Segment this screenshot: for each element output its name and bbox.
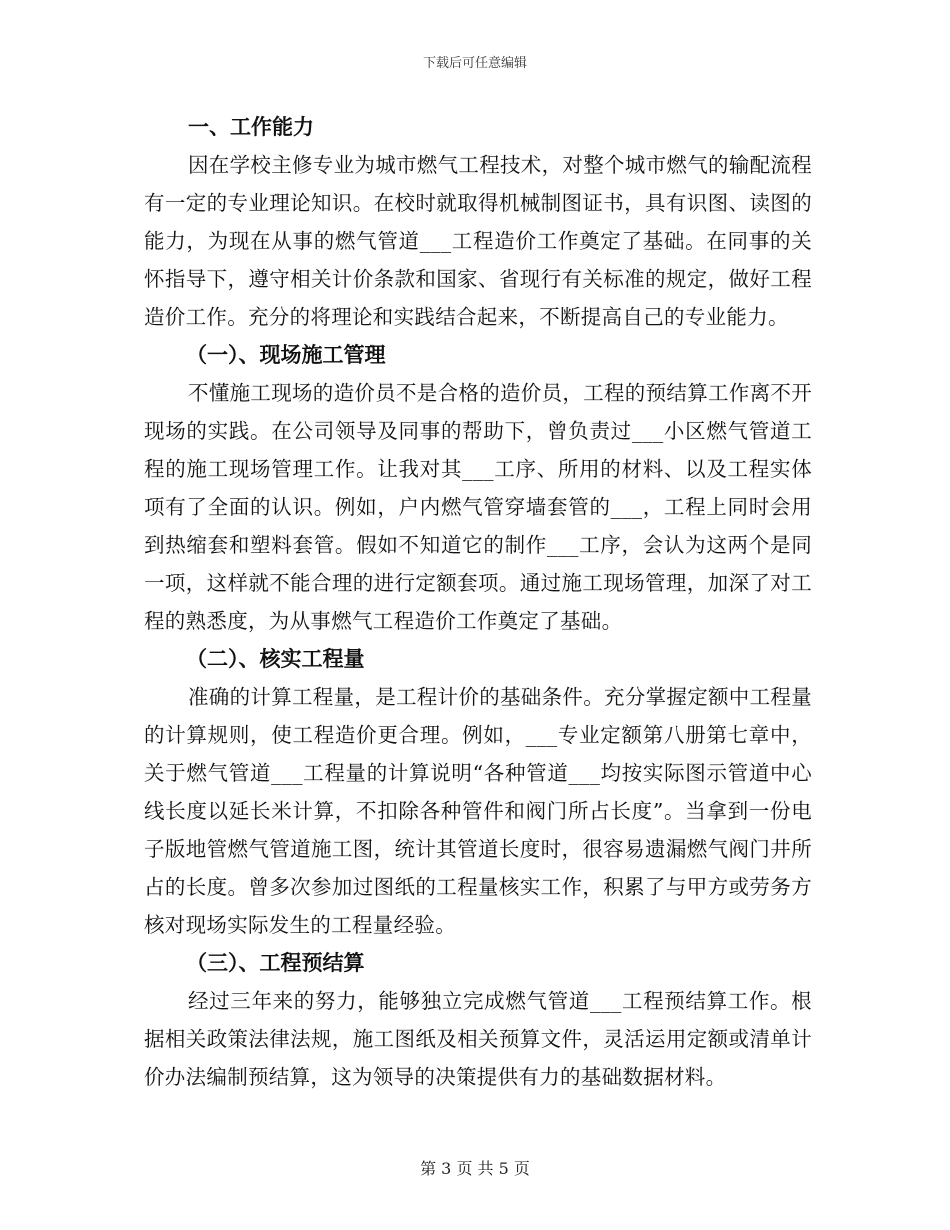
page-header-note: 下载后可任意编辑 <box>422 56 527 71</box>
section-heading-quantity-verification: （二）、核实工程量 <box>186 647 365 671</box>
section-heading-site-management: （一）、现场施工管理 <box>186 343 386 367</box>
page-number-footer: 第 3 页 共 5 页 <box>420 1159 530 1178</box>
document-body <box>144 108 812 1096</box>
section-paragraph-budget-settlement: 经过三年来的努力，能够独立完成燃气管道___工程预结算工作。根据相关政策法律法规，施工图纸及相关预算文件，灵活运用定额或清单计价办法编制预结算，这为领导的决策提供有力的基础数据材料。 <box>144 989 812 1089</box>
section-paragraph-site-management: 不懂施工现场的造价员不是合格的造价员，工程的预结算工作离不开现场的实践。在公司领导及同事的帮助下，曾负责过___小区燃气管道工程的施工现场管理工作。让我对其___工序、所用的材料、以及工程实体项有了全面的认识。例如，户内燃气管穿墙套管的___，工程上同时会用到热缩套和塑料套管。假如不知道它的制作___工序，会认为这两个是同一项，这样就不能合理的进行定额套项。通过施工现场管理，加深了对工程的熟悉度，为从事燃气工程造价工作奠定了基础。 <box>144 381 812 633</box>
section-paragraph-quantity-verification: 准确的计算工程量，是工程计价的基础条件。充分掌握定额中工程量的计算规则，使工程造价更合理。例如，___专业定额第八册第七章中，关于燃气管道___工程量的计算说明“各种管道___均按实际图示管道中心线长度以延长米计算，不扣除各种管件和阀门所占长度”。当拿到一份电子版地管燃气管道施工图，统计其管道长度时，很容易遗漏燃气阀门井所占的长度。曾多次参加过图纸的工程量核实工作，积累了与甲方或劳务方核对现场实际发生的工程量经验。 <box>144 685 812 937</box>
section-heading-budget-settlement: （三）、工程预结算 <box>186 951 365 975</box>
section-heading-work-ability: 一、工作能力 <box>188 115 314 139</box>
section-paragraph-work-ability: 因在学校主修专业为城市燃气工程技术，对整个城市燃气的输配流程有一定的专业理论知识。在校时就取得机械制图证书，具有识图、读图的能力，为现在从事的燃气管道___工程造价工作奠定了基础。在同事的关怀指导下，遵守相关计价条款和国家、省现行有关标准的规定，做好工程造价工作。充分的将理论和实践结合起来，不断提高自己的专业能力。 <box>144 153 812 329</box>
